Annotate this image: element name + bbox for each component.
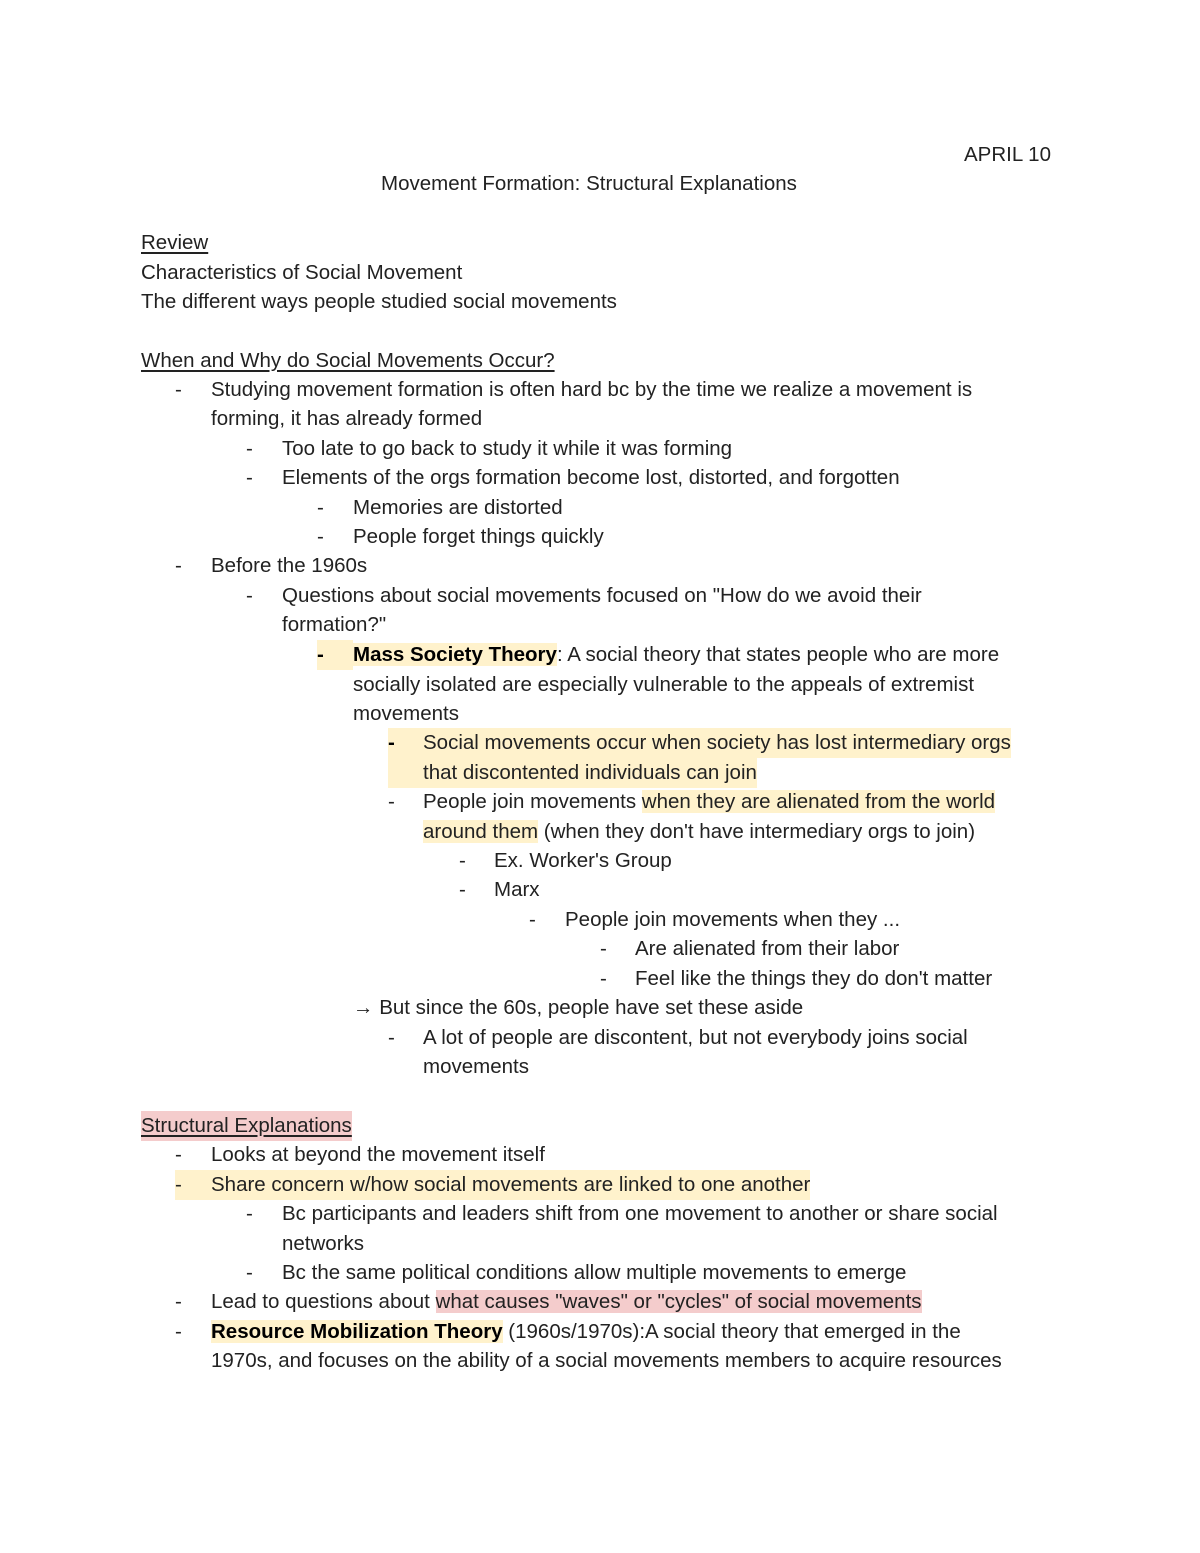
bullet-dash: - bbox=[388, 790, 395, 813]
definition-text: : A social theory that states people who are more bbox=[556, 643, 1000, 666]
bullet-dash: - bbox=[175, 554, 182, 577]
highlighted-text: around them bbox=[423, 820, 539, 843]
bullet-dash: - bbox=[246, 584, 253, 607]
review-heading: Review bbox=[141, 231, 209, 254]
list-item: forming, it has already formed bbox=[211, 407, 483, 430]
list-item bbox=[423, 817, 975, 847]
list-item: formation?" bbox=[282, 613, 387, 636]
list-item: Elements of the orgs formation become lost, distorted, and forgotten bbox=[282, 466, 900, 489]
bullet-dash: - bbox=[388, 728, 424, 758]
list-item: Questions about social movements focused on "How do we avoid their bbox=[282, 584, 922, 607]
list-item: movements bbox=[353, 702, 459, 725]
text-span: People join movements bbox=[423, 790, 642, 813]
list-item: 1970s, and focuses on the ability of a social movements members to acquire resources bbox=[211, 1349, 1002, 1372]
bullet-dash: - bbox=[600, 967, 607, 990]
list-item: Memories are distorted bbox=[353, 496, 563, 519]
list-item bbox=[211, 1287, 922, 1317]
highlighted-text: Social movements occur when society has lost intermediary orgs bbox=[423, 728, 1011, 758]
list-item: Studying movement formation is often hard bc by the time we realize a movement is bbox=[211, 378, 973, 401]
list-item bbox=[423, 787, 995, 817]
text-span: (when they don't have intermediary orgs to join) bbox=[538, 820, 976, 843]
bullet-dash: - bbox=[175, 1290, 182, 1313]
arrow-note: → But since the 60s, people have set these aside bbox=[353, 996, 804, 1019]
list-item: People join movements when they ... bbox=[565, 908, 901, 931]
bullet-dash: - bbox=[175, 378, 182, 401]
bullet-dash: - bbox=[600, 937, 607, 960]
bullet-dash: - bbox=[246, 437, 253, 460]
list-item: Bc participants and leaders shift from one movement to another or share social bbox=[282, 1202, 998, 1225]
date-label: APRIL 10 bbox=[964, 143, 1051, 166]
list-item: Bc the same political conditions allow multiple movements to emerge bbox=[282, 1261, 907, 1284]
list-item: People forget things quickly bbox=[353, 525, 604, 548]
bullet-dash: - bbox=[317, 640, 353, 670]
list-item: A lot of people are discontent, but not everybody joins social bbox=[423, 1026, 968, 1049]
highlighted-text: that discontented individuals can join bbox=[388, 758, 757, 788]
bullet-dash: - bbox=[317, 525, 324, 548]
bullet-dash: - bbox=[317, 496, 324, 519]
review-line: The different ways people studied social movements bbox=[141, 290, 617, 313]
list-item: Feel like the things they do don't matter bbox=[635, 967, 993, 990]
bullet-dash: - bbox=[459, 849, 466, 872]
list-item: Are alienated from their labor bbox=[635, 937, 900, 960]
list-item: socially isolated are especially vulnerable to the appeals of extremist bbox=[353, 673, 975, 696]
highlighted-text: Share concern w/how social movements are linked to one another bbox=[211, 1170, 810, 1200]
review-line: Characteristics of Social Movement bbox=[141, 261, 463, 284]
list-item: Marx bbox=[494, 878, 540, 901]
bullet-dash: - bbox=[246, 1261, 253, 1284]
list-item: Too late to go back to study it while it was forming bbox=[282, 437, 733, 460]
bullet-dash: - bbox=[388, 1026, 395, 1049]
list-item: Ex. Worker's Group bbox=[494, 849, 672, 872]
list-item: networks bbox=[282, 1232, 365, 1255]
text-span: Lead to questions about bbox=[211, 1290, 436, 1313]
bullet-dash: - bbox=[246, 466, 253, 489]
bullet-dash: - bbox=[175, 1143, 182, 1166]
list-item: movements bbox=[423, 1055, 529, 1078]
definition-text: (1960s/1970s):A social theory that emerged in the bbox=[502, 1320, 961, 1343]
structural-heading: Structural Explanations bbox=[141, 1111, 352, 1141]
list-item: Looks at beyond the movement itself bbox=[211, 1143, 545, 1166]
when-why-heading: When and Why do Social Movements Occur? bbox=[141, 349, 555, 372]
highlighted-text: what causes "waves" or "cycles" of social movements bbox=[435, 1290, 922, 1313]
list-item bbox=[353, 640, 999, 670]
bullet-dash: - bbox=[175, 1170, 211, 1200]
highlighted-text: when they are alienated from the world bbox=[641, 790, 996, 813]
term-resource-mobilization-theory: Resource Mobilization Theory bbox=[211, 1320, 503, 1343]
bullet-dash: - bbox=[459, 878, 466, 901]
bullet-dash: - bbox=[175, 1320, 182, 1343]
bullet-dash: - bbox=[529, 908, 536, 931]
bullet-dash: - bbox=[246, 1202, 253, 1225]
term-mass-society-theory: Mass Society Theory bbox=[353, 643, 557, 666]
list-item bbox=[211, 1317, 961, 1347]
page-title: Movement Formation: Structural Explanations bbox=[381, 172, 797, 195]
list-item: Before the 1960s bbox=[211, 554, 368, 577]
